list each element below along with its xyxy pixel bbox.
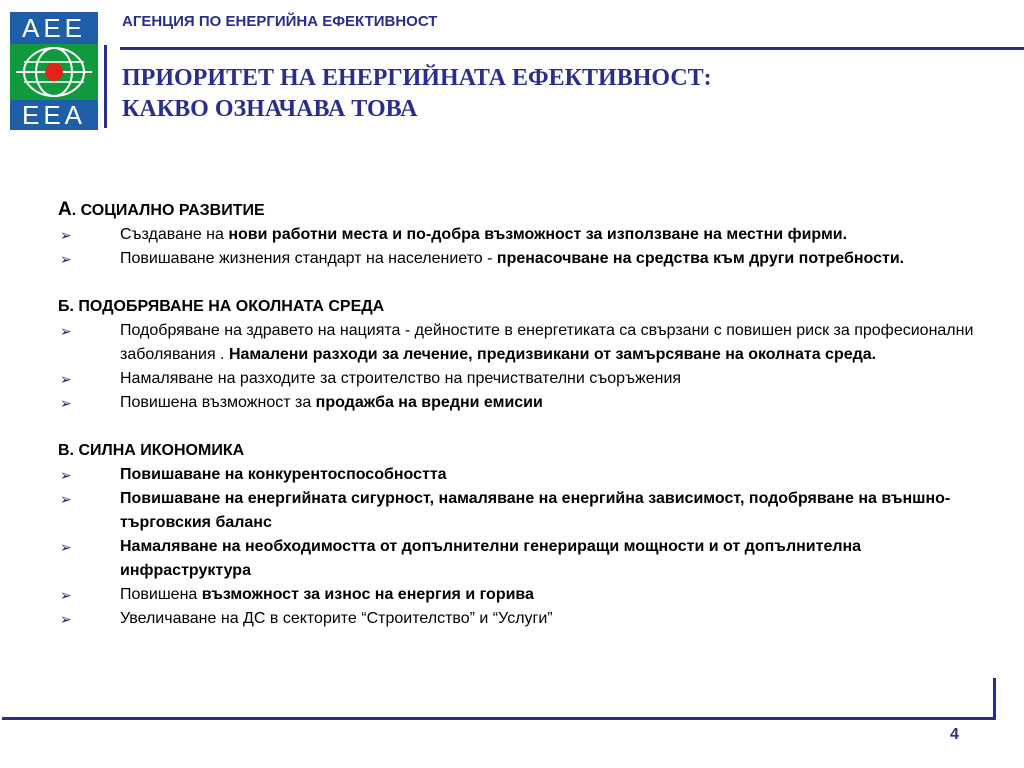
logo-top-text: AEE <box>10 12 98 44</box>
section-economy <box>58 439 978 631</box>
list-item <box>58 463 978 487</box>
header-divider <box>120 47 1024 50</box>
item-bold-text: пренасочване на средства към други потребности. <box>496 250 905 267</box>
item-text: Създаване на <box>120 226 229 243</box>
logo-bottom-text: EEA <box>10 100 98 130</box>
arrow-bullet-icon: ➢ <box>60 611 72 627</box>
list-item <box>58 223 978 247</box>
arrow-bullet-icon: ➢ <box>60 467 72 483</box>
list-item <box>58 247 978 271</box>
section-social <box>58 198 978 271</box>
item-bold-text: възможност за износ на енергия и горива <box>201 586 534 603</box>
item-text: Намаляване на разходите за строителство на пречиствателни съоръжения <box>120 370 682 387</box>
item-text: Повишена <box>120 586 202 603</box>
footer-vertical-divider <box>993 678 996 720</box>
arrow-bullet-icon: ➢ <box>60 587 72 603</box>
arrow-bullet-icon: ➢ <box>60 491 72 507</box>
section-environment <box>58 295 978 415</box>
section-letter: А <box>58 199 72 220</box>
section-heading <box>58 198 978 223</box>
item-bold-text: Повишаване на конкурентоспособността <box>120 466 447 483</box>
item-bold-text: нови работни места и по-добра възможност за използване на местни фирми. <box>228 226 848 243</box>
logo-emblem <box>10 44 98 100</box>
item-bold-text: продажба на вредни емисии <box>315 394 543 411</box>
list-item <box>58 367 978 391</box>
arrow-bullet-icon: ➢ <box>60 227 72 243</box>
item-text: Повишена възможност за <box>120 394 316 411</box>
agency-name: АГЕНЦИЯ ПО ЕНЕРГИЙНА ЕФЕКТИВНОСТ <box>122 13 438 30</box>
item-bold-text: Намаляване на необходимостта от допълнителни генериращи мощности и от допълнителна инфраструктура <box>120 538 862 579</box>
arrow-bullet-icon: ➢ <box>60 371 72 387</box>
aee-logo <box>10 12 98 130</box>
arrow-bullet-icon: ➢ <box>60 539 72 555</box>
arrow-bullet-icon: ➢ <box>60 395 72 411</box>
title-line-1: ПРИОРИТЕТ НА ЕНЕРГИЙНАТА ЕФЕКТИВНОСТ: <box>122 65 712 91</box>
list-item <box>58 319 978 367</box>
title-line-2: КАКВО ОЗНАЧАВА ТОВА <box>122 96 418 122</box>
section-heading: В. СИЛНА ИКОНОМИКА <box>58 442 245 459</box>
section-heading: Б. ПОДОБРЯВАНЕ НА ОКОЛНАТА СРЕДА <box>58 298 385 315</box>
arrow-bullet-icon: ➢ <box>60 323 72 339</box>
atom-icon <box>10 44 98 100</box>
list-item <box>58 607 978 631</box>
item-bold-text: Намалени разходи за лечение, предизвикани от замърсяване на околната среда. <box>228 346 877 363</box>
item-text: Повишаване жизнения стандарт на населението - <box>120 250 497 267</box>
list-item <box>58 583 978 607</box>
header-vertical-divider <box>104 45 107 128</box>
section-title: . СОЦИАЛНО РАЗВИТИЕ <box>71 202 265 219</box>
list-item <box>58 391 978 415</box>
item-text: Увеличаване на ДС в секторите “Строителство” и “Услуги” <box>120 610 553 627</box>
arrow-bullet-icon: ➢ <box>60 251 72 267</box>
list-item <box>58 487 978 535</box>
slide-number: 4 <box>950 726 959 743</box>
list-item <box>58 535 978 583</box>
slide-content <box>58 198 978 655</box>
item-text: Подобряване на здравето на нацията - дейностите в енергетиката са свързани с повишен риск за професионални заболявания . <box>120 322 974 363</box>
page-title <box>122 63 712 125</box>
footer-divider <box>2 717 996 720</box>
item-bold-text: Повишаване на енергийната сигурност, намаляване на енергийна зависимост, подобряване на външно-търговския баланс <box>120 490 951 531</box>
